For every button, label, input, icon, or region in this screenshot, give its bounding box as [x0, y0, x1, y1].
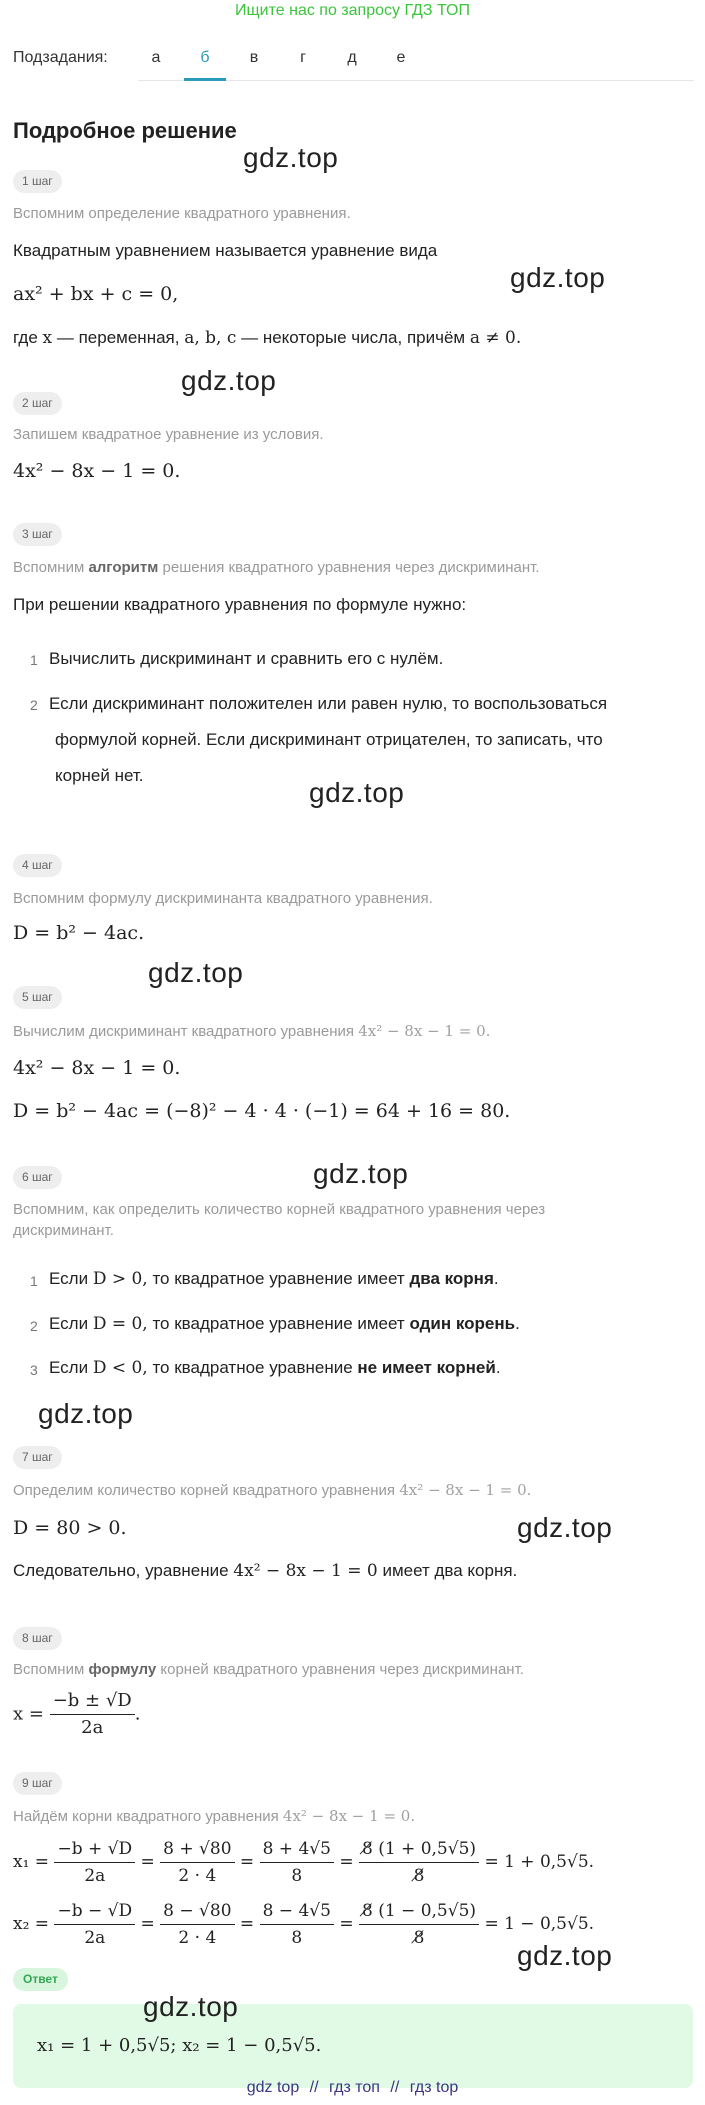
formula: D = 80 > 0. [13, 1517, 127, 1539]
tab-subtask-d[interactable]: д [347, 49, 357, 66]
formula: ax² + bx + c = 0, [13, 283, 179, 305]
footer-link[interactable]: гдз top [409, 2079, 459, 2096]
tab-subtask-e[interactable]: е [396, 49, 406, 66]
step-badge: 9 шаг [13, 1772, 62, 1795]
footer-link[interactable]: gdz top [246, 2079, 300, 2096]
tab-subtask-v[interactable]: в [249, 49, 259, 66]
step-intro: Запишем квадратное уравнение из условия. [13, 426, 324, 443]
watermark: gdz.top [510, 262, 606, 293]
tab-subtask-b[interactable]: б [200, 49, 210, 66]
step-badge: 2 шаг [13, 392, 62, 415]
watermark: gdz.top [517, 1940, 613, 1971]
search-banner: Ищите нас по запросу ГДЗ ТОП [235, 2, 470, 19]
step-badge: 6 шаг [13, 1166, 62, 1189]
step-intro: Вспомним, как определить количество корней квадратного уравнения через [13, 1201, 546, 1218]
list-item: Если D = 0, то квадратное уравнение имеет один корень. [49, 1314, 520, 1334]
step-intro: Вспомним определение квадратного уравнения. [13, 205, 351, 222]
step-intro: Найдём корни квадратного уравнения 4x² − 8x − 1 = 0. [13, 1807, 416, 1825]
step-text: Следовательно, уравнение 4x² − 8x − 1 = 0 имеет два корня. [13, 1561, 518, 1581]
step-badge: 3 шаг [13, 523, 62, 546]
step-intro: Вспомним формулу дискриминанта квадратного уравнения. [13, 890, 433, 907]
answer-text: x₁ = 1 + 0,5√5; x₂ = 1 − 0,5√5. [37, 2035, 322, 2056]
formula: x = $\frac{-b \pm √D}{2a}$ . [13, 1690, 141, 1738]
formula-x2: x₂ = $\frac{-b - √D}{2a}$ = $\frac{8 - √80}{2 \cdot 4}$ = $\frac{8 - 4√5}{8}$ = $\frac{8̸ (1 - 0,5√5)}{8̸}$ = 1 − 0,5√5. [13, 1898, 594, 1951]
step-text: Квадратным уравнением называется уравнение вида [13, 241, 438, 260]
watermark: gdz.top [313, 1158, 409, 1189]
formula: D = b² − 4ac = (−8)² − 4 · 4 · (−1) = 64 + 16 = 80. [13, 1100, 511, 1122]
step-badge: 8 шаг [13, 1627, 62, 1650]
tab-subtask-g[interactable]: г [300, 49, 306, 66]
watermark: gdz.top [143, 1991, 239, 2022]
step-intro: Вспомним алгоритм решения квадратного уравнения через дискриминант. [13, 559, 540, 576]
list-number: 1 [30, 652, 38, 668]
footer-links [0, 2079, 705, 2097]
list-number: 1 [30, 1273, 38, 1289]
formula: 4x² − 8x − 1 = 0. [13, 1057, 181, 1079]
step-badge: 1 шаг [13, 170, 62, 193]
list-item: Если D > 0, то квадратное уравнение имеет два корня. [49, 1269, 499, 1289]
step-badge: 5 шаг [13, 986, 62, 1009]
watermark: gdz.top [38, 1398, 134, 1429]
list-item: Если дискриминант положителен или равен нулю, то воспользоваться [49, 694, 608, 713]
active-tab-indicator [184, 78, 226, 81]
step-badge: 4 шаг [13, 854, 62, 877]
step-intro: Вспомним формулу корней квадратного уравнения через дискриминант. [13, 1661, 524, 1678]
list-number: 2 [30, 1318, 38, 1334]
solution-heading: Подробное решение [13, 118, 237, 143]
list-number: 3 [30, 1362, 38, 1378]
list-item: Если D < 0, то квадратное уравнение не имеет корней. [49, 1358, 501, 1378]
step-intro: Вычислим дискриминант квадратного уравнения 4x² − 8x − 1 = 0. [13, 1022, 491, 1040]
list-item: корней нет. [55, 766, 144, 785]
formula-x1: x₁ = $\frac{-b + √D}{2a}$ = $\frac{8 + √80}{2 \cdot 4}$ = $\frac{8 + 4√5}{8}$ = $\frac{8̸ (1 + 0,5√5)}{8̸}$ = 1 + 0,5√5. [13, 1836, 594, 1889]
tab-subtask-a[interactable]: а [151, 49, 161, 66]
step-text: где x — переменная, a, b, c — некоторые числа, причём a ≠ 0. [13, 328, 522, 348]
footer-separator: // [309, 2079, 319, 2096]
list-item: Вычислить дискриминант и сравнить его с нулём. [49, 649, 444, 668]
list-item: формулой корней. Если дискриминант отрицателен, то записать, что [55, 730, 603, 749]
watermark: gdz.top [181, 365, 277, 396]
footer-separator: // [390, 2079, 400, 2096]
list-number: 2 [30, 697, 38, 713]
step-intro: Определим количество корней квадратного уравнения 4x² − 8x − 1 = 0. [13, 1481, 532, 1499]
step-badge: 7 шаг [13, 1446, 62, 1469]
footer-link[interactable]: гдз топ [329, 2079, 380, 2096]
watermark: gdz.top [517, 1512, 613, 1543]
watermark: gdz.top [243, 142, 339, 173]
formula: 4x² − 8x − 1 = 0. [13, 460, 181, 482]
step-text: При решении квадратного уравнения по формуле нужно: [13, 595, 467, 614]
step-intro: дискриминант. [13, 1222, 114, 1239]
answer-badge: Ответ [13, 1968, 68, 1991]
watermark: gdz.top [309, 777, 405, 808]
subtasks-label: Подзадания: [13, 49, 108, 66]
formula: D = b² − 4ac. [13, 922, 145, 944]
watermark: gdz.top [148, 957, 244, 988]
